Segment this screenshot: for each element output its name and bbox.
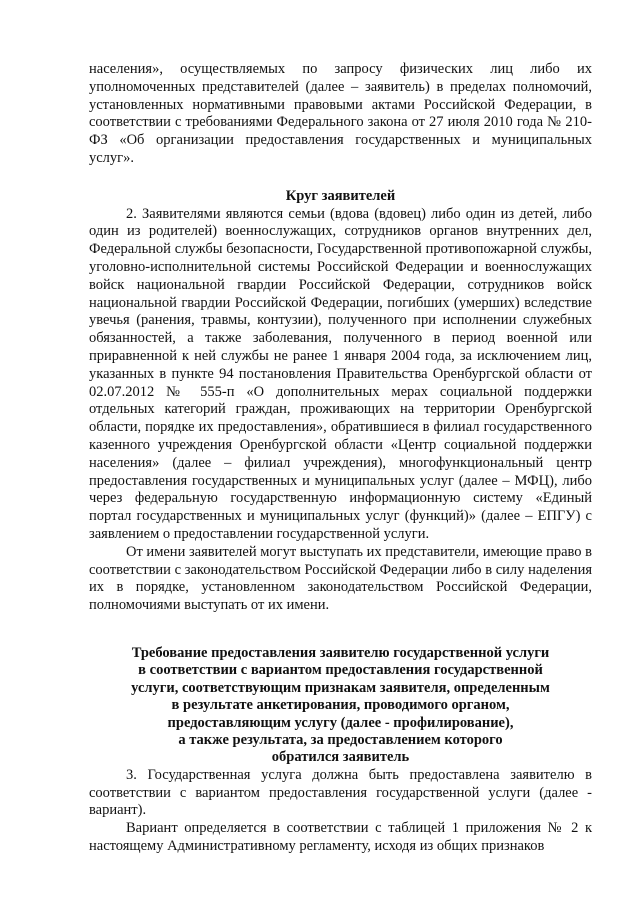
heading-requirement (89, 645, 592, 767)
heading-requirement-line: Требование предоставления заявителю государственной услуги (131, 644, 550, 661)
paragraph-2: 2. Заявителями являются семьи (вдова (вдовец) либо один из детей, либо один из родителей) военнослужащих, сотрудников органов внутренних дел, Федеральной службы безопасности, Государственной противопожарной службы, уголовно-исполнительной системы Российской Федерации и военнослужащих войск национальной гвардии Российской Федерации, сотрудников войск национальной гвардии Российской Федерации, погибших (умерших) вследствие увечья (ранения, травмы, контузии), полученного при исполнении служебных обязанностей, а также заболевания, полученного в период военной или приравненной к ней службы не ранее 1 января 2004 года, за исключением лиц, указанных в пункте 94 постановления Правительства Оренбургской области от 02.07.2012 № 555-п «О дополнительных мерах социальной поддержки отдельных категорий граждан, проживающих на территории Оренбургской области, порядке их предоставления», обратившиеся в филиал государственного казенного учреждения Оренбургской области «Центр социальной поддержки населения» (далее – филиал учреждения), многофункциональный центр предоставления государственных и муниципальных услуг (далее – МФЦ), либо через федеральную государственную информационную систему «Единый портал государственных и муниципальных услуг (функций)» (далее – ЕПГУ) с заявлением о предоставлении государственной услуги. (89, 205, 592, 542)
heading-requirement-line: а также результата, за предоставлением которого (178, 731, 503, 748)
paragraph-representatives: От имени заявителей могут выступать их представители, имеющие право в соответствии с законодательством Российской Федерации либо в силу наделения их в порядке, установленном законодательством Российской Федерации, полномочиями выступать от их имени. (89, 543, 592, 614)
paragraph-intro: населения», осуществляемых по запросу физических лиц либо их уполномоченных представителей (далее – заявитель) в пределах полномочий, установленных нормативными правовыми актами Российской Федерации, в соответствии с требованиями Федерального закона от 27 июля 2010 года № 210-ФЗ «Об организации предоставления государственных и муниципальных услуг». (89, 61, 592, 166)
paragraph-variant: Вариант определяется в соответствии с таблицей 1 приложения № 2 к настоящему Административному регламенту, исходя из общих признаков (89, 820, 592, 854)
heading-requirement-line: услуги, соответствующим признакам заявителя, определенным (131, 679, 550, 696)
heading-applicants: Круг заявителей (285, 187, 396, 204)
paragraph-3: 3. Государственная услуга должна быть предоставлена заявителю в соответствии с вариантом предоставления государственной услуги (далее - вариант). (89, 766, 592, 819)
heading-requirement-line: в соответствии с вариантом предоставления государственной (138, 662, 543, 679)
heading-requirement-line: предоставляющим услугу (далее - профилирование), (167, 714, 514, 731)
heading-requirement-line: обратился заявитель (271, 749, 410, 766)
heading-requirement-line: в результате анкетирования, проводимого органом, (171, 697, 510, 714)
document-page (89, 61, 592, 856)
